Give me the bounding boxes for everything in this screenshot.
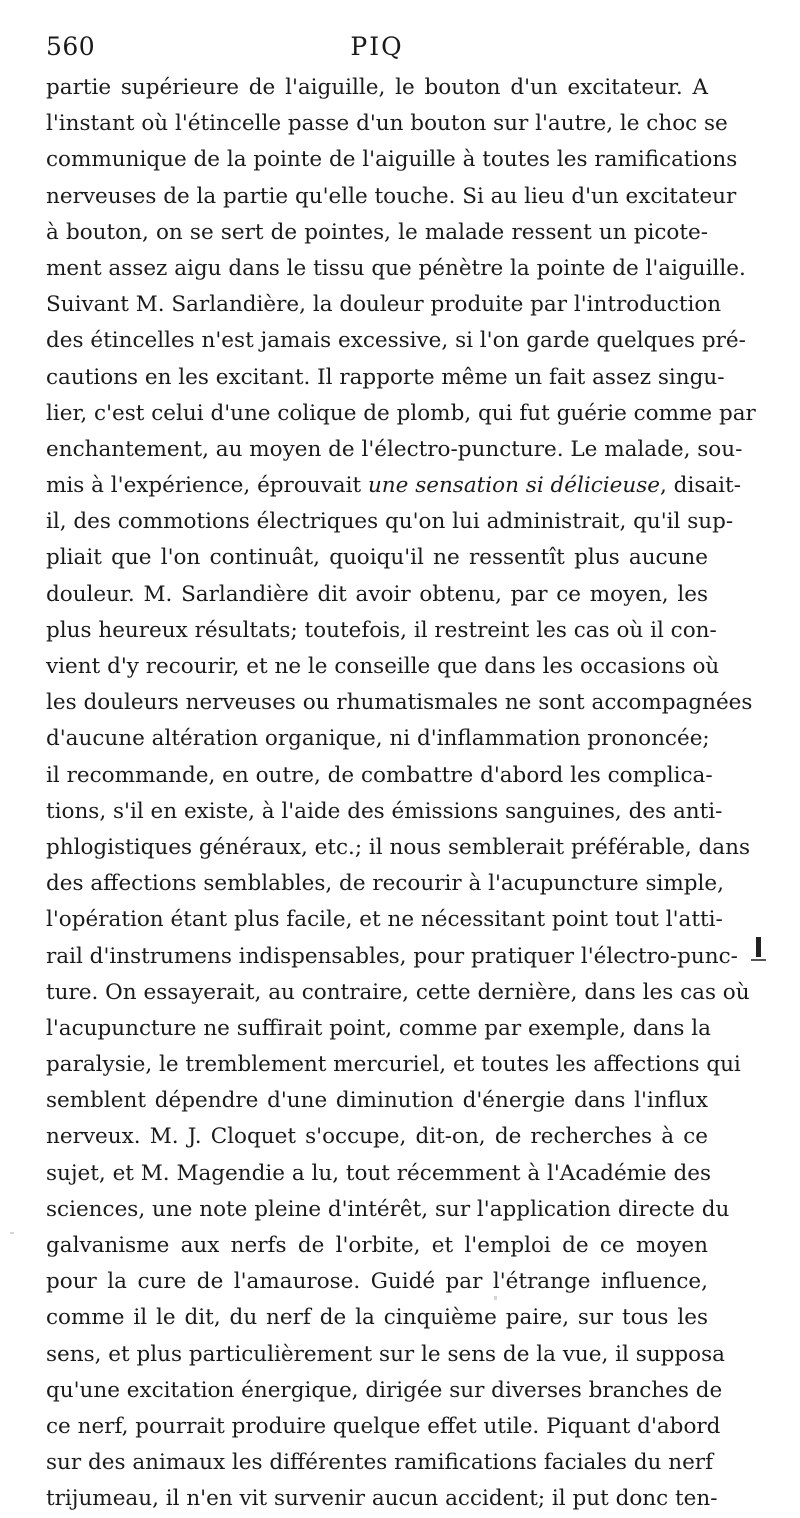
text-line: enchantement, au moyen de l'électro-puncture. Le malade, sou- — [46, 436, 743, 462]
text-line: l'opération étant plus facile, et ne nécessitant point tout l'atti- — [46, 907, 723, 933]
text-line: sujet, et M. Magendie a lu, tout récemment à l'Académie des — [46, 1160, 712, 1186]
text-line: partie supérieure de l'aiguille, le bouton d'un excitateur. A — [46, 75, 708, 100]
text-line: trijumeau, il n'en vit survenir aucun accident; il put donc ten- — [46, 1486, 718, 1512]
body-text — [46, 70, 756, 1518]
text-line: rail d'instrumens indispensables, pour pratiquer l'électro-punc- — [46, 943, 738, 969]
text-line: douleur. M. Sarlandière dit avoir obtenu, par ce moyen, les — [46, 581, 708, 607]
italic-phrase: une sensation si délicieuse — [367, 473, 661, 499]
text-line: ment assez aigu dans le tissu que pénètre la pointe de l'aiguille. — [46, 255, 746, 281]
text-line: il recommande, en outre, de combattre d'abord les complica- — [46, 762, 713, 788]
page-speck — [494, 1296, 497, 1300]
text-line: ce nerf, pourrait produire quelque effet utile. Piquant d'abord — [46, 1413, 721, 1439]
text-line: sur des animaux les différentes ramifications faciales du nerf — [46, 1450, 714, 1476]
margin-ink-mark — [750, 937, 766, 963]
text-line: semblent dépendre d'une diminution d'énergie dans l'influx — [46, 1088, 708, 1114]
text-line: sens, et plus particulièrement sur le sens de la vue, il supposa — [46, 1341, 725, 1367]
text-line: comme il le dit, du nerf de la cinquième paire, sur tous les — [46, 1305, 708, 1331]
text-line: pliait que l'on continuât, quoiqu'il ne ressentît plus aucune — [46, 545, 708, 571]
text-line: qu'une excitation énergique, dirigée sur diverses branches de — [46, 1377, 723, 1403]
text-line: des étincelles n'est jamais excessive, si l'on garde quelques pré- — [46, 328, 746, 354]
running-title: PIQ — [350, 32, 404, 61]
text-line: galvanisme aux nerfs de l'orbite, et l'emploi de ce moyen — [46, 1233, 708, 1258]
running-head — [46, 32, 708, 72]
text-line: pour la cure de l'amaurose. Guidé par l'étrange influence, — [46, 1269, 708, 1295]
text-line: plus heureux résultats; toutefois, il restreint les cas où il con- — [46, 617, 717, 643]
text-line: phlogistiques généraux, etc.; il nous semblerait préférable, dans — [46, 834, 751, 860]
text-line: nerveux. M. J. Cloquet s'occupe, dit-on, de recherches à ce — [46, 1124, 708, 1150]
text-line: des affections semblables, de recourir à l'acupuncture simple, — [46, 871, 724, 897]
text-line: tions, s'il en existe, à l'aide des émissions sanguines, des anti- — [46, 798, 723, 824]
text-line: lier, c'est celui d'une colique de plomb, qui fut guérie comme par — [46, 400, 756, 426]
text-line: sciences, une note pleine d'intérêt, sur l'application directe du — [46, 1196, 730, 1222]
text-line: à bouton, on se sert de pointes, le malade ressent un picote- — [46, 219, 708, 245]
text-line: vient d'y recourir, et ne le conseille que dans les occasions où — [46, 654, 720, 679]
page-speck — [10, 1232, 14, 1234]
text-line: l'acupuncture ne suffirait point, comme par exemple, dans la — [46, 1015, 711, 1041]
text-line: cautions en les excitant. Il rapporte même un fait assez singu- — [46, 364, 725, 390]
text-line: communique de la pointe de l'aiguille à toutes les ramifications — [46, 147, 738, 173]
text-line: il, des commotions électriques qu'on lui administrait, qu'il sup- — [46, 509, 734, 535]
text-line: Suivant M. Sarlandière, la douleur produite par l'introduction — [46, 292, 722, 318]
text-line: mis à l'expérience, éprouvait une sensation si délicieuse, disait- — [46, 473, 741, 499]
text-line: d'aucune altération organique, ni d'inflammation prononcée; — [46, 726, 710, 752]
text-line: les douleurs nerveuses ou rhumatismales ne sont accompagnées — [46, 690, 753, 716]
text-line: l'instant où l'étincelle passe d'un bouton sur l'autre, le choc se — [46, 111, 728, 137]
text-line: nerveuses de la partie qu'elle touche. Si au lieu d'un excitateur — [46, 183, 737, 209]
text-line: paralysie, le tremblement mercuriel, et toutes les affections qui — [46, 1052, 741, 1078]
page-number: 560 — [46, 32, 96, 61]
text-line: ture. On essayerait, au contraire, cette dernière, dans les cas où — [46, 979, 750, 1005]
